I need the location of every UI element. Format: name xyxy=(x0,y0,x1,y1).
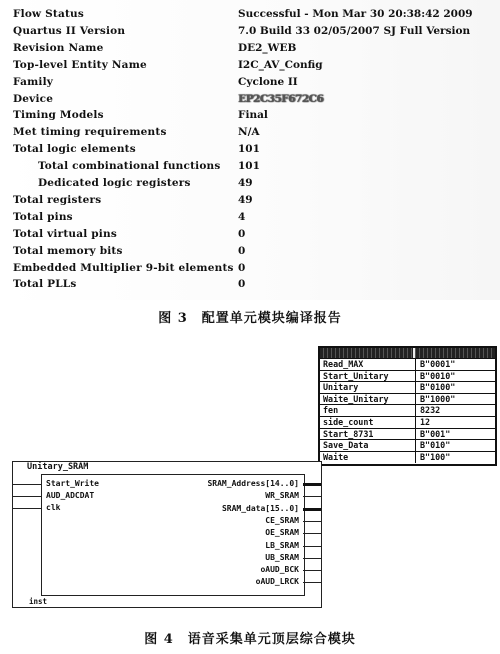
report-value: N/A xyxy=(238,126,260,139)
block-title: Unitary_SRAM xyxy=(27,462,89,472)
parameter-row xyxy=(320,358,495,370)
report-row xyxy=(0,278,500,295)
report-label: Total registers xyxy=(13,193,102,206)
column-divider xyxy=(415,359,416,370)
input-port-label: Start_Write xyxy=(46,479,99,488)
parameter-row xyxy=(320,381,495,393)
report-row xyxy=(0,76,500,93)
report-label: Total logic elements xyxy=(13,143,136,156)
column-divider xyxy=(415,440,416,451)
unitary-sram-block xyxy=(12,461,322,608)
report-value: 4 xyxy=(238,210,246,223)
report-row xyxy=(0,177,500,194)
parameter-row xyxy=(320,451,495,463)
parameter-value: B"0100" xyxy=(420,382,456,393)
input-port-wire xyxy=(13,484,41,485)
report-label: Total combinational functions xyxy=(38,160,221,173)
input-port-wire xyxy=(13,508,41,509)
parameter-row xyxy=(320,393,495,405)
output-port-label: SRAM_data[15..0] xyxy=(221,503,299,513)
report-row xyxy=(0,228,500,245)
report-label: Revision Name xyxy=(13,41,104,54)
report-value: 49 xyxy=(238,193,253,206)
column-divider xyxy=(415,452,416,463)
parameter-name: Save_Data xyxy=(323,440,369,451)
report-row xyxy=(0,143,500,160)
report-label: Top-level Entity Name xyxy=(13,58,147,71)
report-value: 0 xyxy=(238,261,246,274)
report-value: Successful - Mon Mar 30 20:38:42 2009 xyxy=(238,8,473,20)
output-port-wire xyxy=(303,521,321,522)
parameter-value: B"010" xyxy=(420,440,451,451)
output-port-label: oAUD_LRCK xyxy=(255,577,299,587)
flow-summary-report xyxy=(0,0,500,300)
parameter-name: side_count xyxy=(323,417,374,427)
report-label: Total memory bits xyxy=(13,244,123,257)
output-port-wire xyxy=(303,533,321,534)
report-row xyxy=(0,59,500,76)
output-bus-wire xyxy=(303,483,321,486)
report-row xyxy=(0,194,500,211)
column-divider xyxy=(415,382,416,393)
report-label: Timing Models xyxy=(13,109,104,122)
report-label: Quartus II Version xyxy=(13,24,126,37)
output-port-label: WR_SRAM xyxy=(265,491,299,501)
parameter-row xyxy=(320,404,495,416)
report-value: 0 xyxy=(238,227,246,240)
output-port-label: OE_SRAM xyxy=(265,528,299,538)
report-label: Met timing requirements xyxy=(13,126,167,139)
output-port-wire xyxy=(303,582,321,583)
report-label: Dedicated logic registers xyxy=(38,177,191,189)
report-row xyxy=(0,126,500,143)
report-row xyxy=(0,160,500,177)
parameter-name: Waite_Unitary xyxy=(323,393,389,404)
parameter-name: Waite xyxy=(323,451,349,462)
column-divider xyxy=(415,394,416,405)
report-label: Embedded Multiplier 9-bit elements xyxy=(13,261,234,274)
parameter-value: B"1000" xyxy=(420,393,456,404)
output-port-label: CE_SRAM xyxy=(265,515,299,525)
report-row xyxy=(0,8,500,25)
report-value: 0 xyxy=(238,278,246,291)
output-port-wire xyxy=(303,496,321,497)
report-label: Total virtual pins xyxy=(13,227,117,240)
report-value: Final xyxy=(238,109,268,122)
output-port-wire xyxy=(303,558,321,559)
output-port-wire xyxy=(303,570,321,571)
report-value: 101 xyxy=(238,160,260,173)
input-port-wire xyxy=(13,496,41,497)
parameter-value: B"001" xyxy=(420,428,451,439)
column-divider xyxy=(415,417,416,428)
report-row xyxy=(0,109,500,126)
output-port-label: UB_SRAM xyxy=(265,552,299,562)
report-label: Total pins xyxy=(13,210,73,223)
report-row xyxy=(0,25,500,42)
parameter-name: Read_MAX xyxy=(323,359,364,369)
report-label: Flow Status xyxy=(13,8,84,20)
output-port-label: oAUD_BCK xyxy=(260,565,299,575)
report-label: Total PLLs xyxy=(13,278,77,291)
report-value: EP2C35F672C6 xyxy=(238,92,324,105)
report-value: 101 xyxy=(238,143,260,156)
input-port-label: AUD_ADCDAT xyxy=(46,491,95,500)
report-label: Device xyxy=(13,92,54,105)
column-divider xyxy=(415,429,416,440)
parameter-value: 8232 xyxy=(420,405,441,416)
column-divider xyxy=(415,371,416,382)
input-port-label: clk xyxy=(46,503,61,512)
parameter-name: Start_8731 xyxy=(323,428,374,439)
output-bus-wire xyxy=(303,508,321,511)
report-row xyxy=(0,42,500,59)
parameter-name: fen xyxy=(323,405,339,416)
instance-label: inst xyxy=(29,597,48,606)
output-port-label: SRAM_Address[14..0] xyxy=(207,479,299,488)
parameter-row xyxy=(320,428,495,440)
parameter-value: B"0010" xyxy=(420,370,456,381)
report-row xyxy=(0,262,500,279)
parameter-name: Unitary xyxy=(323,382,359,393)
parameter-row xyxy=(320,370,495,382)
parameter-row xyxy=(320,439,495,451)
report-value: 7.0 Build 33 02/05/2007 SJ Full Version xyxy=(238,24,471,37)
report-value: DE2_WEB xyxy=(238,41,297,54)
parameter-value: 12 xyxy=(420,417,431,427)
report-value: I2C_AV_Config xyxy=(238,58,323,71)
parameter-table xyxy=(318,346,497,466)
output-port-label: LB_SRAM xyxy=(265,540,299,550)
report-row xyxy=(0,245,500,262)
figure-3-caption: 图 3 配置单元模块编译报告 xyxy=(158,311,342,326)
column-divider xyxy=(415,405,416,416)
figure-4-caption: 图 4 语音采集单元顶层综合模块 xyxy=(144,632,356,647)
parameter-value: B"100" xyxy=(420,451,451,462)
report-row xyxy=(0,211,500,228)
parameter-row xyxy=(320,416,495,428)
report-value: 49 xyxy=(238,177,253,189)
report-row xyxy=(0,93,500,110)
output-port-wire xyxy=(303,546,321,547)
parameter-table-header xyxy=(320,348,495,358)
report-value: Cyclone II xyxy=(238,75,298,88)
parameter-name: Start_Unitary xyxy=(323,370,389,381)
parameter-value: B"0001" xyxy=(420,359,456,369)
report-value: 0 xyxy=(238,244,246,257)
report-label: Family xyxy=(13,75,54,88)
